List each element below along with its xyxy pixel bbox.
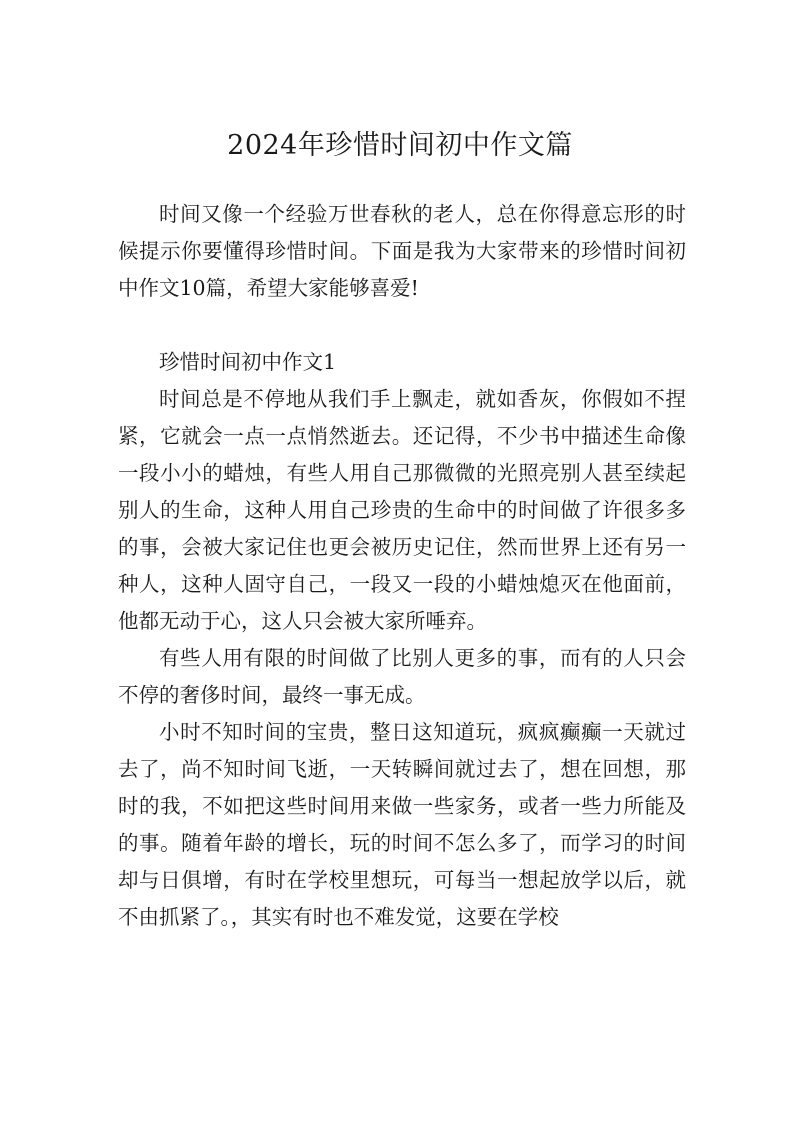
intro-paragraph: 时间又像一个经验万世春秋的老人，总在你得意忘形的时候提示你要懂得珍惜时间。下面是我为大家带来的珍惜时间初中作文10篇，希望大家能够喜爱! bbox=[118, 202, 686, 300]
body-paragraph: 有些人用有限的时间做了比别人更多的事，而有的人只会不停的奢侈时间，最终一事无成。 bbox=[118, 646, 686, 707]
body-paragraph: 时间总是不停地从我们手上飘走，就如香灰，你假如不捏紧，它就会一点一点悄然逝去。还记得，不少书中描述生命像一段小小的蜡烛，有些人用自己那微微的光照亮别人甚至续起别人的生命，这种人用自己珍贵的生命中的时间做了许很多多的事，会被大家记住也更会被历史记住，然而世界上还有另一种人，这种人固守自己，一段又一段的小蜡烛熄灭在他面前，他都无动于心，这人只会被大家所唾弃。 bbox=[118, 387, 686, 633]
section-heading: 珍惜时间初中作文1 bbox=[159, 350, 337, 374]
page-title: 2024年珍惜时间初中作文篇 bbox=[227, 130, 573, 161]
document-body bbox=[118, 196, 686, 936]
body-paragraph: 小时不知时间的宝贵，整日这知道玩，疯疯癫癫一天就过去了，尚不知时间飞逝，一天转瞬间就过去了，想在回想，那时的我，不如把这些时间用来做一些家务，或者一些力所能及的事。随着年龄的增长，玩的时间不怎么多了，而学习的时间却与日俱增，有时在学校里想玩，可每当一想起放学以后，就不由抓紧了。，其实有时也不难发觉，这要在学校 bbox=[118, 720, 686, 929]
